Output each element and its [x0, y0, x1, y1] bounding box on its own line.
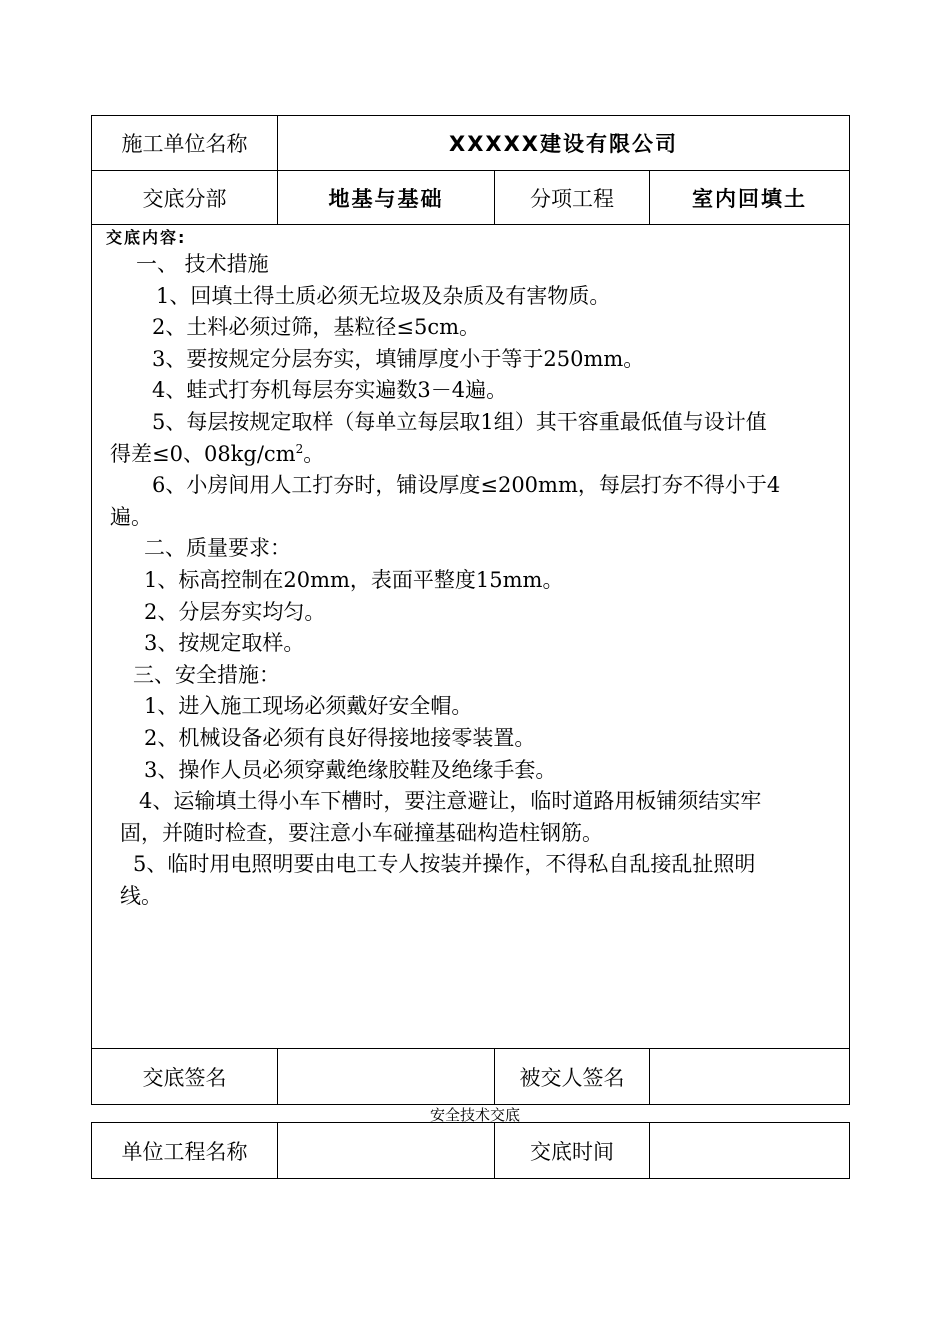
- discloser-signature-label: 交底签名: [92, 1049, 278, 1105]
- section-title: 三、安全措施：: [133, 662, 280, 687]
- content-line: 3、操作人员必须穿戴绝缘胶鞋及绝缘手套。: [144, 757, 557, 782]
- content-line: 2、机械设备必须有良好得接地接零装置。: [144, 725, 536, 750]
- disclosure-table: [91, 115, 850, 1105]
- content-line: 4、运输填土得小车下槽时，要注意避让，临时道路用板铺须结实牢: [139, 789, 762, 814]
- unit-name-value: XXXXX建设有限公司: [278, 116, 850, 171]
- content-cell: [92, 225, 850, 1049]
- content-line: 6、小房间用人工打夯时，铺设厚度≤200mm，每层打夯不得小于4: [152, 473, 781, 498]
- content-line: 2、土料必须过筛，基粒径≤5cm。: [152, 315, 480, 340]
- content-body: [92, 225, 849, 912]
- content-line: 4、蛙式打夯机每层夯实遍数3－4遍。: [152, 378, 508, 403]
- subitem-value: 室内回填土: [650, 171, 850, 225]
- content-line: 线。: [120, 883, 162, 908]
- content-line: 3、要按规定分层夯实，填铺厚度小于等于250mm。: [152, 346, 645, 371]
- content-line: 1、回填土得土质必须无垃圾及杂质及有害物质。: [156, 283, 611, 308]
- density-text: 得差≤0、08kg/cm: [110, 441, 296, 466]
- content-line: 遍。: [110, 504, 152, 529]
- unit-name-label: 施工单位名称: [92, 116, 278, 171]
- content-line: 1、进入施工现场必须戴好安全帽。: [144, 694, 473, 719]
- discloser-signature-field[interactable]: [278, 1049, 495, 1105]
- division-value: 地基与基础: [278, 171, 495, 225]
- density-superscript: 2: [295, 441, 304, 456]
- content-line: 1、标高控制在20mm，表面平整度15mm。: [144, 567, 564, 592]
- project-name-label: 单位工程名称: [92, 1123, 278, 1179]
- subitem-label: 分项工程: [495, 171, 650, 225]
- content-line: 3、按规定取样。: [144, 631, 305, 656]
- content-heading: 交底内容:: [106, 228, 187, 247]
- content-line-density: [106, 439, 835, 471]
- division-label: 交底分部: [92, 171, 278, 225]
- content-line: 5、每层按规定取样（每单立每层取1组）其干容重最低值与设计值: [152, 409, 767, 434]
- content-line: 固，并随时检查，要注意小车碰撞基础构造柱钢筋。: [120, 820, 603, 845]
- content-line: 2、分层夯实均匀。: [144, 599, 326, 624]
- disclosure-time-label: 交底时间: [495, 1123, 650, 1179]
- content-line: 5、临时用电照明要由电工专人按装并操作，不得私自乱接乱扯照明: [133, 852, 756, 877]
- project-name-field[interactable]: [278, 1123, 495, 1179]
- receiver-signature-field[interactable]: [650, 1049, 850, 1105]
- receiver-signature-label: 被交人签名: [495, 1049, 650, 1105]
- disclosure-time-field[interactable]: [650, 1123, 850, 1179]
- next-page-caption: 安全技术交底: [429, 1106, 520, 1124]
- section-title: 二、质量要求：: [144, 536, 291, 561]
- density-end: 。: [303, 441, 325, 466]
- section-title: 一、 技术措施: [136, 252, 269, 276]
- next-disclosure-table: [91, 1122, 850, 1179]
